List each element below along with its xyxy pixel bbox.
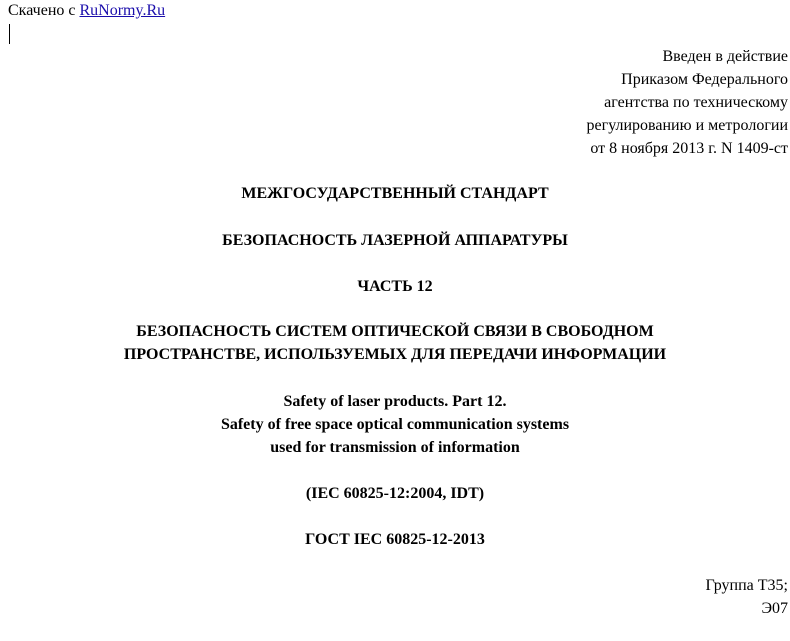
standard-type-text: МЕЖГОСУДАРСТВЕННЫЙ СТАНДАРТ [241, 185, 549, 202]
gost-number [0, 528, 790, 551]
english-title-line: Safety of laser products. Part 12. [283, 393, 507, 410]
subtitle-heading [0, 320, 790, 366]
enactment-line: регулированию и метрологии [586, 117, 788, 134]
enactment-line: Введен в действие [662, 48, 788, 65]
standard-type-heading [0, 182, 790, 205]
group-line: Э07 [761, 600, 788, 617]
part-heading [0, 275, 790, 298]
main-title-text: БЕЗОПАСНОСТЬ ЛАЗЕРНОЙ АППАРАТУРЫ [222, 232, 568, 249]
group-line: Группа Т35; [705, 577, 788, 594]
downloaded-from-line [8, 1, 165, 21]
english-title [0, 390, 790, 459]
iec-reference [0, 482, 790, 505]
text-cursor [9, 24, 10, 44]
downloaded-prefix: Скачено с [8, 2, 80, 19]
enactment-line: агентства по техническому [604, 94, 788, 111]
iec-reference-text: (IEC 60825-12:2004, IDT) [305, 485, 485, 502]
enactment-line: от 8 ноября 2013 г. N 1409-ст [590, 140, 788, 157]
part-text: ЧАСТЬ 12 [357, 278, 433, 295]
classification-group [706, 574, 788, 620]
enactment-note [587, 45, 788, 160]
subtitle-line: БЕЗОПАСНОСТЬ СИСТЕМ ОПТИЧЕСКОЙ СВЯЗИ В СВОБОДНОМ [136, 323, 654, 340]
english-title-line: Safety of free space optical communication systems [220, 416, 570, 433]
enactment-line: Приказом Федерального [621, 71, 788, 88]
english-title-line: used for transmission of information [270, 439, 520, 456]
main-title-heading [0, 229, 790, 252]
runormy-link[interactable]: RuNormy.Ru [79, 2, 166, 19]
subtitle-line: ПРОСТРАНСТВЕ, ИСПОЛЬЗУЕМЫХ ДЛЯ ПЕРЕДАЧИ ИНФОРМАЦИИ [123, 346, 667, 363]
gost-number-text: ГОСТ IEC 60825-12-2013 [305, 531, 485, 548]
